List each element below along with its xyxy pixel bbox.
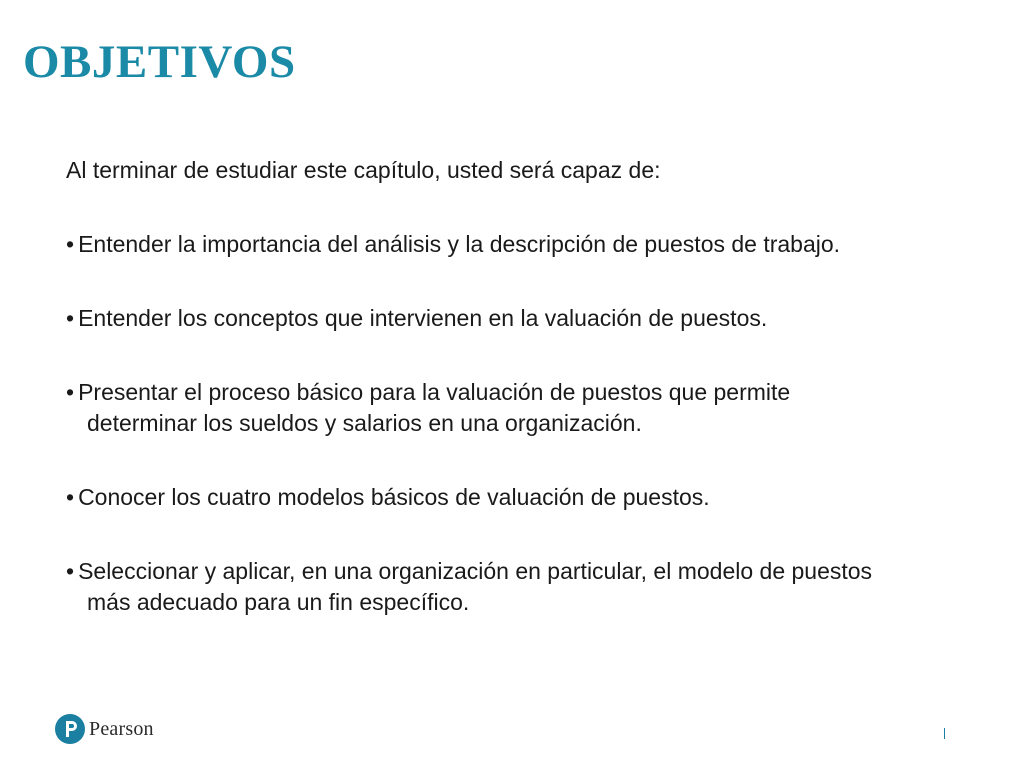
objective-line: Presentar el proceso básico para la valuación de puestos que permite [78, 379, 791, 405]
objective-line-continued: más adecuado para un fin específico. [87, 589, 470, 615]
page-marker [944, 728, 945, 739]
objective-line-continued: determinar los sueldos y salarios en una organización. [87, 410, 642, 436]
objectives-list [66, 229, 986, 661]
objective-line: Conocer los cuatro modelos básicos de valuación de puestos. [78, 484, 710, 510]
objective-item [66, 229, 986, 260]
bullet-icon: • [66, 484, 75, 510]
objective-item [66, 377, 986, 439]
objective-item [66, 556, 986, 618]
objective-item [66, 482, 986, 513]
slide-title: OBJETIVOS [23, 36, 296, 88]
objective-line: Entender la importancia del análisis y la descripción de puestos de trabajo. [78, 231, 841, 257]
pearson-logo [55, 714, 154, 744]
bullet-icon: • [66, 379, 75, 405]
objective-line: Entender los conceptos que intervienen en la valuación de puestos. [78, 305, 768, 331]
intro-text: Al terminar de estudiar este capítulo, usted será capaz de: [66, 157, 661, 183]
pearson-p-icon [55, 714, 85, 744]
objective-line: Seleccionar y aplicar, en una organización en particular, el modelo de puestos [78, 558, 873, 584]
bullet-icon: • [66, 305, 75, 331]
pearson-wordmark: Pearson [89, 717, 154, 740]
bullet-icon: • [66, 558, 75, 584]
objective-item [66, 303, 986, 334]
bullet-icon: • [66, 231, 75, 257]
